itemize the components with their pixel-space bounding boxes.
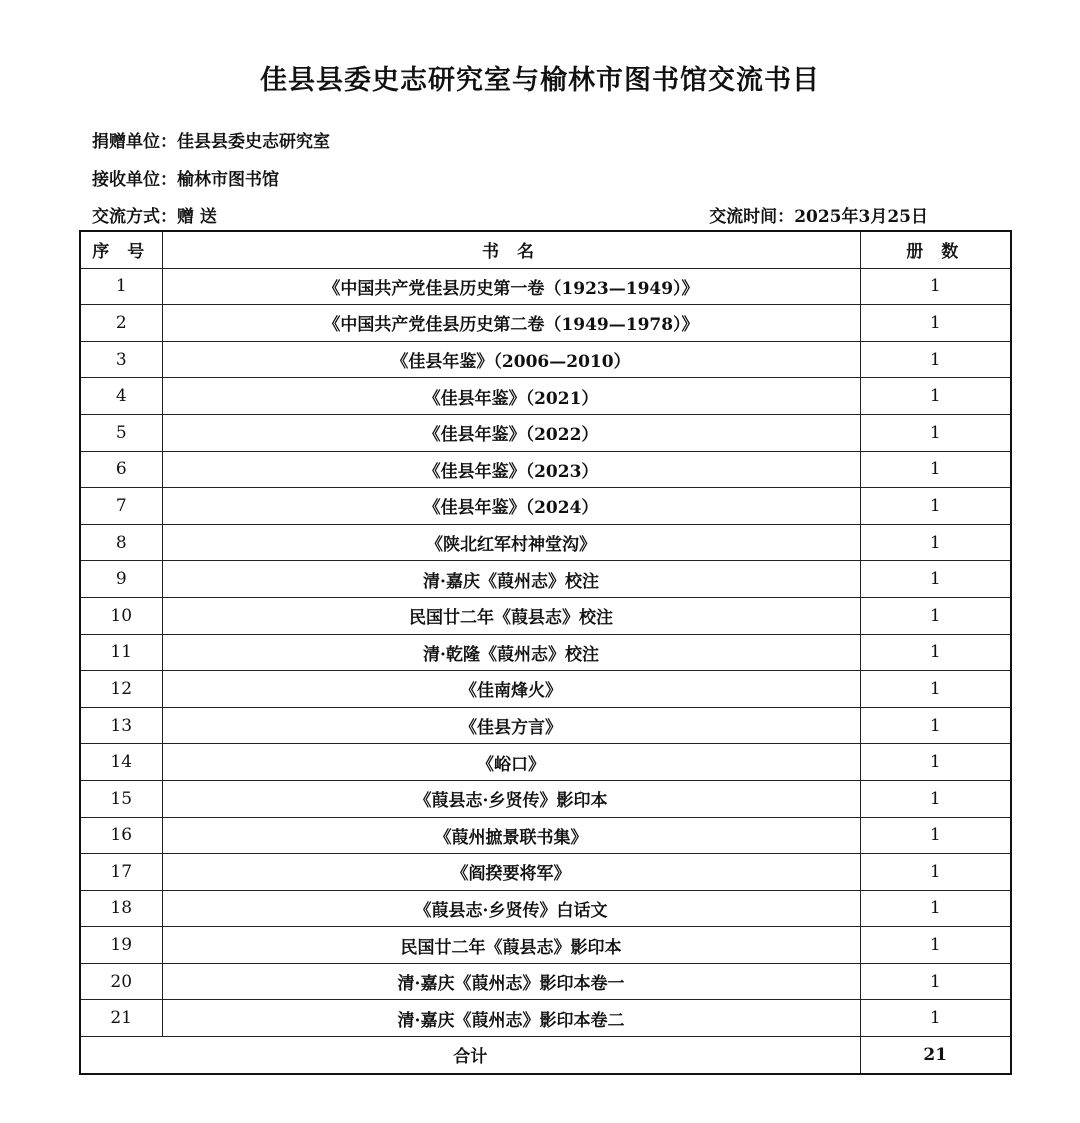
row-serial: 2 (80, 305, 162, 342)
table-row (80, 890, 1011, 927)
row-count: 1 (860, 744, 1011, 781)
row-count: 1 (860, 1000, 1011, 1037)
row-book-title: 《佳县年鉴》（2022） (162, 414, 860, 451)
receiver-line (92, 165, 279, 190)
row-book-title: 民国廿二年《葭县志》校注 (162, 597, 860, 634)
row-count: 1 (860, 524, 1011, 561)
row-count: 1 (860, 780, 1011, 817)
row-count: 1 (860, 890, 1011, 927)
row-serial: 8 (80, 524, 162, 561)
row-book-title: 《佳县年鉴》（2023） (162, 451, 860, 488)
date-label: 交流时间： (709, 207, 795, 227)
table-row (80, 854, 1011, 891)
table-row (80, 634, 1011, 671)
row-book-title: 《葭县志·乡贤传》影印本 (162, 780, 860, 817)
table-row (80, 1000, 1011, 1037)
row-book-title: 民国廿二年《葭县志》影印本 (162, 927, 860, 964)
method-value: 赠 送 (177, 207, 217, 227)
row-serial: 7 (80, 488, 162, 525)
row-serial: 12 (80, 671, 162, 708)
row-serial: 14 (80, 744, 162, 781)
row-serial: 3 (80, 341, 162, 378)
row-count: 1 (860, 854, 1011, 891)
row-count: 1 (860, 414, 1011, 451)
method-label: 交流方式： (92, 207, 177, 227)
table-row (80, 597, 1011, 634)
row-book-title: 清·嘉庆《葭州志》影印本卷二 (162, 1000, 860, 1037)
donor-line (92, 127, 330, 152)
row-book-title: 清·嘉庆《葭州志》影印本卷一 (162, 963, 860, 1000)
total-label: 合计 (80, 1037, 860, 1074)
row-book-title: 《佳县方言》 (162, 707, 860, 744)
row-serial: 15 (80, 780, 162, 817)
table-row (80, 451, 1011, 488)
table-row (80, 963, 1011, 1000)
row-serial: 20 (80, 963, 162, 1000)
row-serial: 18 (80, 890, 162, 927)
row-serial: 21 (80, 1000, 162, 1037)
row-serial: 10 (80, 597, 162, 634)
row-count: 1 (860, 963, 1011, 1000)
row-count: 1 (860, 671, 1011, 708)
header-book-title: 书 名 (162, 231, 860, 268)
row-count: 1 (860, 597, 1011, 634)
row-serial: 5 (80, 414, 162, 451)
header-serial: 序 号 (80, 231, 162, 268)
table-row (80, 488, 1011, 525)
row-serial: 4 (80, 378, 162, 415)
total-value: 21 (860, 1037, 1011, 1074)
row-serial: 13 (80, 707, 162, 744)
row-book-title: 《葭州摭景联书集》 (162, 817, 860, 854)
table-row (80, 671, 1011, 708)
row-count: 1 (860, 707, 1011, 744)
header-count: 册 数 (860, 231, 1011, 268)
table-row (80, 707, 1011, 744)
row-serial: 6 (80, 451, 162, 488)
table-row (80, 780, 1011, 817)
row-book-title: 《葭县志·乡贤传》白话文 (162, 890, 860, 927)
table-row (80, 378, 1011, 415)
row-book-title: 《佳南烽火》 (162, 671, 860, 708)
row-serial: 11 (80, 634, 162, 671)
row-count: 1 (860, 268, 1011, 305)
row-count: 1 (860, 488, 1011, 525)
row-count: 1 (860, 341, 1011, 378)
table-row (80, 414, 1011, 451)
row-count: 1 (860, 817, 1011, 854)
row-count: 1 (860, 634, 1011, 671)
row-book-title: 《中国共产党佳县历史第一卷（1923—1949）》 (162, 268, 860, 305)
row-book-title: 《阎揆要将军》 (162, 854, 860, 891)
total-row (80, 1037, 1011, 1074)
row-book-title: 《佳县年鉴》（2024） (162, 488, 860, 525)
row-book-title: 《中国共产党佳县历史第二卷（1949—1978）》 (162, 305, 860, 342)
row-count: 1 (860, 378, 1011, 415)
table-row (80, 561, 1011, 598)
row-book-title: 《佳县年鉴》（2006—2010） (162, 341, 860, 378)
table-row (80, 744, 1011, 781)
row-serial: 17 (80, 854, 162, 891)
table-row (80, 305, 1011, 342)
row-serial: 9 (80, 561, 162, 598)
table-row (80, 524, 1011, 561)
row-book-title: 《陕北红军村神堂沟》 (162, 524, 860, 561)
method-line (92, 202, 217, 227)
table-body (80, 268, 1011, 1036)
row-serial: 16 (80, 817, 162, 854)
book-list-table (79, 230, 1012, 1075)
table-header-row (80, 231, 1011, 268)
donor-label: 捐赠单位： (92, 132, 177, 152)
row-book-title: 清·乾隆《葭州志》校注 (162, 634, 860, 671)
row-count: 1 (860, 305, 1011, 342)
row-book-title: 《峪口》 (162, 744, 860, 781)
row-book-title: 《佳县年鉴》（2021） (162, 378, 860, 415)
row-serial: 19 (80, 927, 162, 964)
row-count: 1 (860, 561, 1011, 598)
row-serial: 1 (80, 268, 162, 305)
receiver-label: 接收单位： (92, 170, 177, 190)
row-book-title: 清·嘉庆《葭州志》校注 (162, 561, 860, 598)
table-row (80, 817, 1011, 854)
row-count: 1 (860, 927, 1011, 964)
receiver-value: 榆林市图书馆 (177, 170, 279, 190)
date-value: 2025年3月25日 (794, 207, 928, 227)
table-row (80, 268, 1011, 305)
document-title: 佳县县委史志研究室与榆林市图书馆交流书目 (260, 65, 820, 96)
table-row (80, 927, 1011, 964)
table-row (80, 341, 1011, 378)
donor-value: 佳县县委史志研究室 (177, 132, 330, 152)
date-line (709, 202, 928, 227)
row-count: 1 (860, 451, 1011, 488)
